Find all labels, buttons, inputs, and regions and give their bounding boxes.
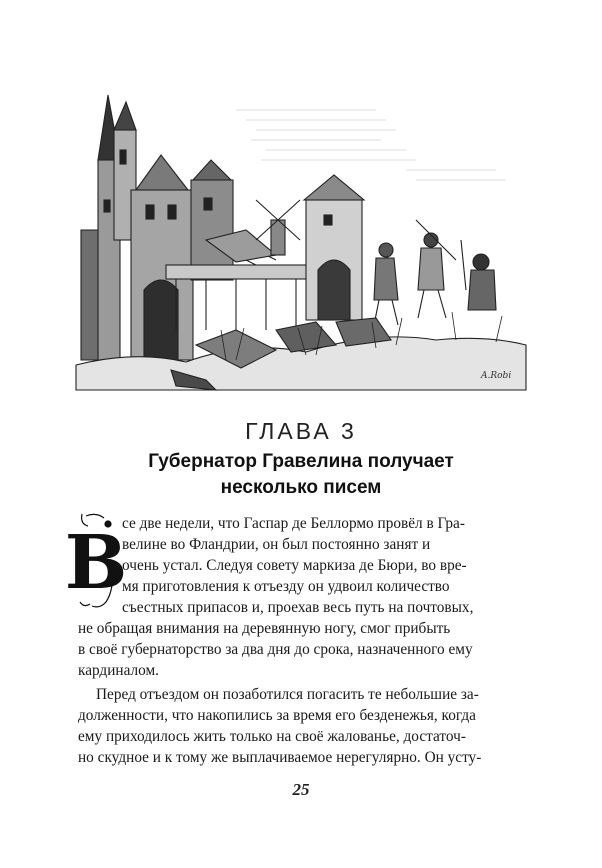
paragraph-2-line-4: но скудное и к тому же выплачиваемое нерегулярно. Он усту- — [78, 749, 482, 766]
paragraph-1-line-5: съестных припасов и, проехав весь путь на почтовых, — [122, 599, 474, 616]
paragraph-1-line-6: не обращая внимания на деревянную ногу, смог прибыть — [78, 620, 451, 637]
paragraph-1-line-2: велине во Фландрии, он был постоянно занят и — [122, 536, 431, 553]
paragraph-2-line-1: Перед отъездом он позаботился погасить те небольшие за- — [96, 686, 479, 703]
chapter-title-line-2: несколько писем — [220, 477, 382, 498]
illustration-signature: A.Robi — [481, 371, 512, 381]
castle-tower-left — [81, 95, 136, 360]
chapter-illustration — [76, 90, 526, 390]
paragraph-1-line-1: се две недели, что Гаспар де Беллормо провёл в Гра- — [122, 515, 465, 532]
chapter-label: ГЛАВА 3 — [245, 418, 357, 444]
gate-tower-right — [304, 175, 364, 320]
drop-cap-letter: В — [64, 520, 128, 606]
paragraph-1-line-8: кардиналом. — [78, 662, 160, 679]
paragraph-1-line-7: в своё губернаторство за два дня до срока, назначенного ему — [78, 641, 473, 658]
chapter-title — [0, 449, 602, 501]
castle-gatehouse — [131, 155, 233, 360]
drop-cap — [64, 510, 128, 610]
soldiers — [374, 220, 496, 325]
paragraph-1-line-3: очень устал. Следуя совету маркиза де Бюри, во вре- — [122, 557, 467, 574]
page-number: 25 — [292, 780, 310, 799]
paragraph-1-line-4: мя приготовления к отъезду он удвоил количество — [122, 578, 450, 595]
paragraph-2-line-3: ему приходилось жить только на своё жалованье, достаточ- — [78, 728, 466, 745]
chapter-title-line-1: Губернатор Гравелина получает — [148, 451, 454, 472]
paragraph-2-line-2: долженности, что накопились за время его безденежья, когда — [78, 707, 476, 724]
